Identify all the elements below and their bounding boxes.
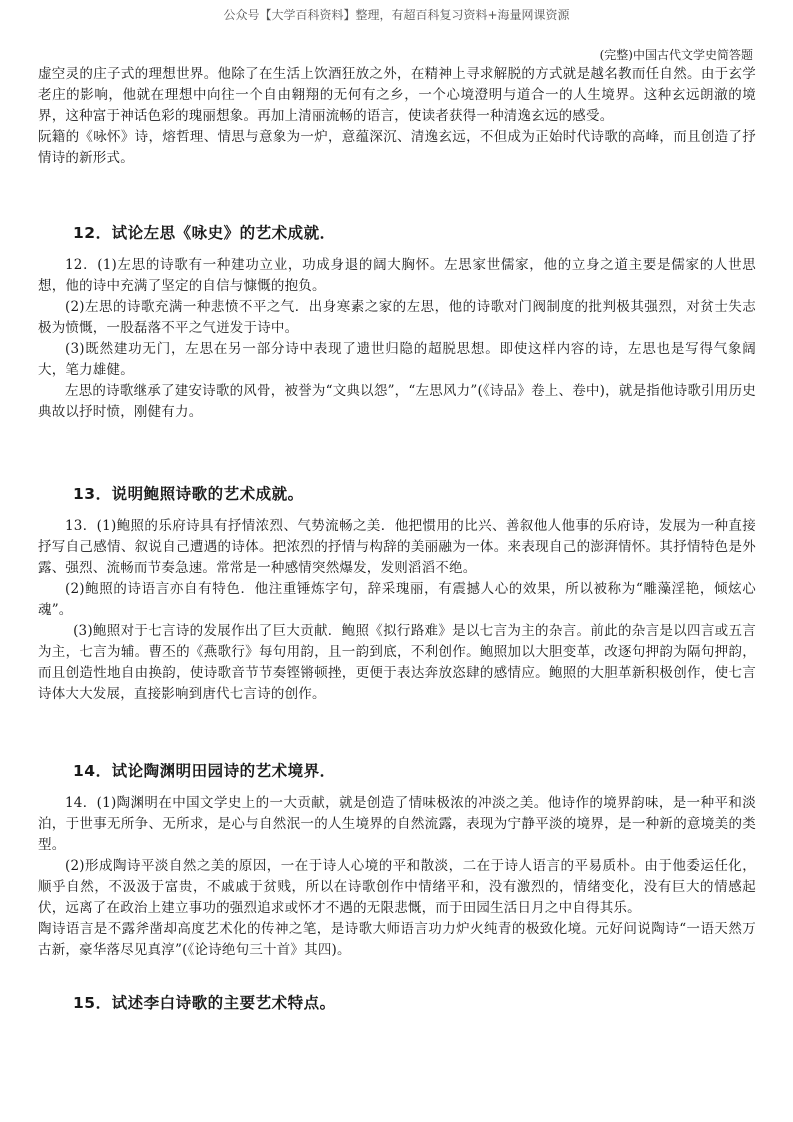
- answer-paragraph: (2)鲍照的诗语言亦自有特色．他注重锤炼字句，辞采瑰丽，有震撼人心的效果，所以被称为“雕藻淫艳，倾炫心魂”。: [38, 581, 756, 618]
- answer-paragraph: 陶诗语言是不露斧凿却高度艺术化的传神之笔，是诗歌大师语言功力炉火纯青的极致化境。元好问说陶诗“一语天然万古新，豪华落尽见真淳”(《论诗绝句三十首》其四)。: [38, 921, 756, 958]
- intro-paragraph: 阮籍的《咏怀》诗，熔哲理、情思与意象为一炉，意蕴深沉、清逸玄远，不但成为正始时代诗歌的高峰，而且创造了抒情诗的新形式。: [38, 129, 756, 166]
- question-heading-14: 14．试论陶渊明田园诗的艺术境界．: [73, 762, 336, 780]
- answer-paragraph: 14．(1)陶渊明在中国文学史上的一大贡献，就是创造了情味极浓的冲淡之美。他诗作的境界韵味，是一种平和淡泊，于世事无所争、无所求，是心与自然泯一的人生境界的自然流露，表现为宁静平淡的境界，是一种新的意境美的类型。: [38, 795, 756, 853]
- intro-paragraph: 虚空灵的庄子式的理想世界。他除了在生活上饮酒狂放之外，在精神上寻求解脱的方式就是越名教而任自然。由于玄学老庄的影响，他就在理想中向往一个自由翱翔的无何有之乡，一个心境澄明与道合一的人生境界。这种玄远朗澈的境界，这种富于神话色彩的瑰丽想象。再加上清丽流畅的语言，使读者获得一种清逸玄远的感受。: [38, 66, 756, 124]
- question-heading-13: 13．说明鲍照诗歌的艺术成就。: [73, 485, 304, 503]
- answer-paragraph: 左思的诗歌继承了建安诗歌的风骨，被誉为“文典以怨”，“左思风力”(《诗品》卷上、卷中)，就是指他诗歌引用历史典故以抒时愤，刚健有力。: [38, 383, 756, 420]
- answer-paragraph: (2)形成陶诗平淡自然之美的原因，一在于诗人心境的平和散淡，二在于诗人语言的平易质朴。由于他委运任化，顺乎自然，不汲汲于富贵，不戚戚于贫贱，所以在诗歌创作中情绪平和，没有激烈的，情绪变化，没有巨大的情感起伏，远离了在政治上建立事功的强烈追求或怀才不遇的无限悲慨，而于田园生活日月之中自得其乐。: [38, 858, 756, 916]
- document-body: [38, 64, 756, 1013]
- answer-paragraph: 12．(1)左思的诗歌有一种建功立业，功成身退的阔大胸怀。左思家世儒家，他的立身之道主要是儒家的人世思想，他的诗中充满了坚定的自信与慷慨的抱负。: [38, 257, 756, 294]
- question-heading-12: 12．试论左思《咏史》的艺术成就．: [73, 224, 336, 242]
- answer-paragraph: (3)鲍照对于七言诗的发展作出了巨大贡献．鲍照《拟行路难》是以七言为主的杂言。前此的杂言是以四言或五言为主，七言为辅。曹丕的《燕歌行》每句用韵，且一韵到底，不利创作。鲍照加以大胆变革，改逐句押韵为隔句押韵，而且创造性地自由换韵，使诗歌音节节奏铿锵顿挫，更便于表达奔放恣肆的感情应。鲍照的大胆革新积极创作，使七言诗体大大发展，直接影响到唐代七言诗的创作。: [38, 623, 756, 702]
- answer-paragraph: (3)既然建功无门，左思在另一部分诗中表现了遗世归隐的超脱思想。即使这样内容的诗，左思也是写得气象阔大，笔力雄健。: [38, 341, 756, 378]
- answer-paragraph: 13．(1)鲍照的乐府诗具有抒情浓烈、气势流畅之美．他把惯用的比兴、善叙他人他事的乐府诗，发展为一种直接抒写自己感情、叙说自己遭遇的诗体。把浓烈的抒情与构辞的美丽融为一体。来表现自己的澎湃情怀。其抒情特色是外露、强烈、流畅而节奏急速。常常是一种感情突然爆发，发则滔滔不绝。: [38, 518, 756, 576]
- answer-paragraph: (2)左思的诗歌充满一种悲愤不平之气．出身寒素之家的左思，他的诗歌对门阀制度的批判极其强烈，对贫士失志极为愤慨，一股磊落不平之气迸发于诗中。: [38, 299, 756, 336]
- question-heading-15: 15．试述李白诗歌的主要艺术特点。: [73, 994, 336, 1012]
- watermark-header: 公众号【大学百科资料】整理，有超百科复习资料+海量网课资源: [223, 8, 570, 22]
- document-title: (完整)中国古代文学史简答题: [599, 48, 753, 62]
